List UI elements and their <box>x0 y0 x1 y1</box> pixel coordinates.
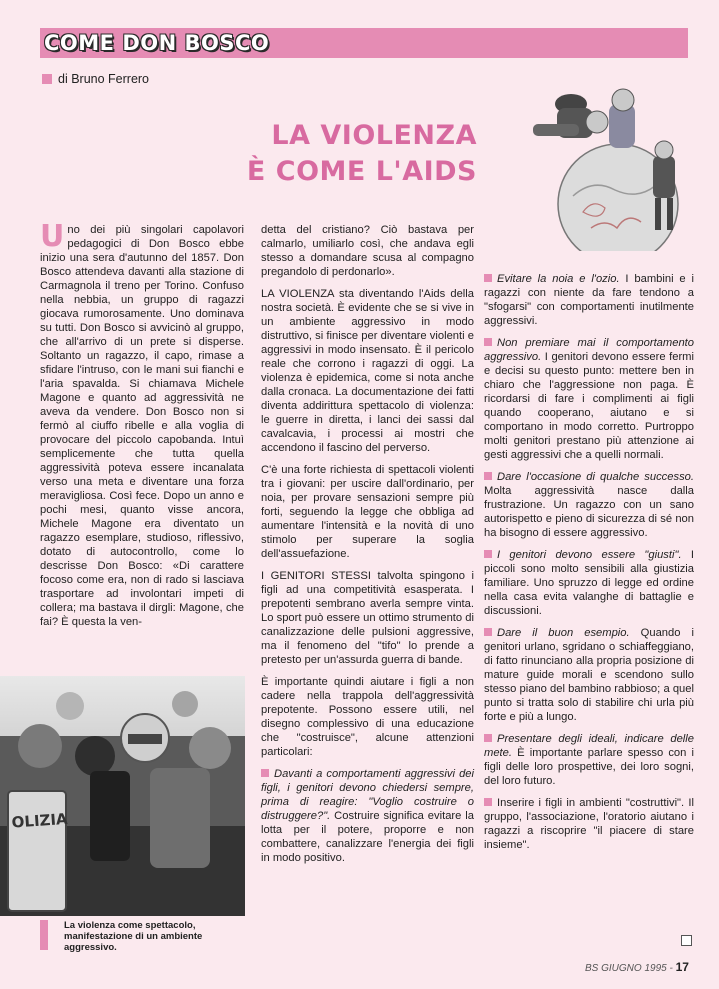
section-title: COME DON BOSCO <box>44 31 270 55</box>
col2-bullet-1 <box>261 767 474 865</box>
col3-bullet-1 <box>484 272 694 328</box>
col3-bullet-4 <box>484 548 694 618</box>
bullet-1-text: Costruire significa evitare la lotta per il potere, proporre e non combattere, canalizzare l'energia dei figli in modo positivo. <box>261 810 474 864</box>
bullet-emphasis: Presentare degli ideali, indicare delle mete. <box>484 733 694 759</box>
bullet-emphasis: Dare l'occasione di qualche successo. <box>497 471 694 483</box>
bullet-square-icon <box>42 74 52 84</box>
police-shield-text: OLIZIA <box>11 809 69 832</box>
bullet-text: Inserire i figli in ambienti "costruttivi". Il gruppo, l'associazione, l'oratorio aiutano i ragazzi a riscoprire "il piacere di stare insieme". <box>484 797 694 851</box>
bullet-text: I bambini e i ragazzi con niente da fare tendono a "sfogarsi" con comportamenti inutilmente aggressivi. <box>484 273 694 327</box>
bullet-emphasis: Dare il buon esempio. <box>497 627 630 639</box>
author: di Bruno Ferrero <box>58 72 150 86</box>
col3-bullet-3 <box>484 470 694 540</box>
bullet-text: È importante parlare spesso con i figli delle loro prospettive, dei loro sogni, del loro futuro. <box>484 747 694 787</box>
col3-bullet-2 <box>484 336 694 462</box>
riot-police-photo <box>0 676 245 916</box>
col2-paragraph-2: LA VIOLENZA sta diventando l'Aids della nostra società. È evidente che se si vive in un ambiente aggressivo in modo distruttivo, si finisce per diventare violenti e aggressivi in modo insensato. È il pericolo reale che corrono i ragazzi di oggi. La violenza è epidemica, come si nota anche dalla cronaca. La documentazione dei fatti diventa addirittura spettacolo di violenza: le guerre in diretta, i lanci dei sassi dal cavalcavia, i processi ai mostri che accendono il fascino del perverso. <box>261 288 474 454</box>
bullet-square-icon <box>484 472 492 480</box>
col1-paragraph-1 <box>40 219 244 629</box>
headline <box>215 118 477 190</box>
col2-paragraph-5: È importante quindi aiutare i figli a non cadere nella trappola dell'aggressività prepotente. Possono essere utili, nel disegno complessivo di una educazione che "costruisce", alcune attenzioni particolari: <box>261 676 474 758</box>
article-column-2 <box>261 223 474 873</box>
photo-caption: La violenza come spettacolo, manifestazione di un ambiente aggressivo. <box>64 920 203 953</box>
bullet-emphasis: I genitori devono essere "giusti". <box>497 549 682 561</box>
children-on-globe-illustration <box>513 86 693 251</box>
page-footer <box>585 960 689 974</box>
bullet-square-icon <box>484 734 492 742</box>
col1-text: no dei più singolari capolavori pedagogici di Don Bosco ebbe inizio una sera d'autunno del 1857. Don Bosco attendeva davanti alla stazione di Carmagnola il treno per Torino. Confuso nella nebbia, un gruppo di ragazzi giocava rumorosamente. Uno dominava su tutti. Don Bosco si avvicinò al gruppo, che all'arrivo di un prete si disperse. Soltanto un ragazzo, il capo, rimase a sfidare l'intruso, con le mani sui fianchi e l'aria spavalda. Si chiamava Michele Magone e quanto ad aggressività ne aveva da vendere. Don Bosco non si fermò al ciuffo ribelle e alla voglia di provocare del piccolo capobanda. Intuì semplicemente che tutta quella aggressività poteva essere incanalata verso una meta e diventare una forza meravigliosa. Così fece. Dopo un anno e pochi mesi, quanto visse ancora, Michele Magone era diventato un ragazzo esemplare, studioso, riflessivo, dotato di autocontrollo, come lo descrisse Don Bosco: «Di carattere focoso come era, non di rado si lasciava trasportare ad involontari impeti di collera; ma bastava il dirgli: Magone, che fai? È questa la ven- <box>40 224 244 628</box>
page-number: 17 <box>675 960 689 974</box>
bullet-emphasis: Non premiare mai il comportamento aggressivo. <box>484 337 694 363</box>
col2-paragraph-4: I GENITORI STESSI talvolta spingono i figli ad una competitività esasperata. I prepotenti sembrano averla sempre vinta. Lo sport può essere un ottimo strumento di canalizzazione delle pulsioni aggressive, ma il fenomeno del "tifo" lo prende a pretesto per un'assurda guerra di bande. <box>261 570 474 666</box>
headline-line-1: LA VIOLENZA <box>271 120 477 151</box>
bullet-1-emphasis: Davanti a comportamenti aggressivi dei figli, i genitori devono chiedersi sempre, prima di reagire: "Voglio costruire o distruggere?". <box>261 768 474 822</box>
bullet-square-icon <box>484 798 492 806</box>
col2-paragraph-1: detta del cristiano? Ciò bastava per calmarlo, umiliarlo così, che andava egli stesso a domandare scusa al compagno pregandolo di perdonarlo». <box>261 224 474 278</box>
headline-line-2: È COME L'AIDS <box>246 156 477 187</box>
article-column-3 <box>484 272 694 860</box>
end-mark-icon <box>681 935 692 946</box>
col3-bullet-7 <box>484 796 694 852</box>
col3-bullet-5 <box>484 626 694 724</box>
drop-cap: U <box>40 219 65 254</box>
article-column-1 <box>40 219 244 637</box>
bullet-square-icon <box>484 338 492 346</box>
bullet-text: Quando i genitori urlano, sgridano o schiaffeggiano, di fatto rinunciano alla propria posizione di mature guide morali e scendono sullo stesso piano del bambino rabbioso; a quel punto si tratta solo di stabilire chi urla più forte e più a lungo. <box>484 627 695 723</box>
bullet-text: I genitori devono essere fermi e decisi su questo punto: mettere ben in chiaro che l'aggressione non paga. È ricordarsi di fare i complimenti ai figli quando cooperano, aiutano e si comportano in modo corretto. Purtroppo molti genitori prestano più attenzione ai gesti aggressivi che a quelli normali. <box>484 351 694 461</box>
issue-label: BS GIUGNO 1995 - <box>585 963 673 974</box>
bullet-square-icon <box>484 550 492 558</box>
col3-bullet-6 <box>484 732 694 788</box>
bullet-text: I piccoli sono molto sensibili alla giustizia familiare. Uno spruzzo di legge ed ordine nella casa evita valanghe di battaglie e discussioni. <box>484 549 694 617</box>
caption-bar <box>40 920 48 950</box>
bullet-square-icon <box>484 628 492 636</box>
bullet-square-icon <box>261 769 269 777</box>
bullet-square-icon <box>484 274 492 282</box>
byline <box>42 72 149 86</box>
bullet-text: Molta aggressività nasce dalla frustrazione. Un ragazzo con un sano autorispetto e pieno di sicurezza di sé non ha bisogno di essere aggressivo. <box>484 485 694 539</box>
col2-paragraph-3: C'è una forte richiesta di spettacoli violenti tra i giovani: per uscire dall'ordinario, per noia, per provare sensazioni sempre più forti, seguendo la legge che obbliga ad aumentare l'intensità e la novità di uno stimolo per superare la soglia dell'assuefazione. <box>261 464 474 560</box>
bullet-emphasis: Evitare la noia e l'ozio. <box>497 273 620 285</box>
